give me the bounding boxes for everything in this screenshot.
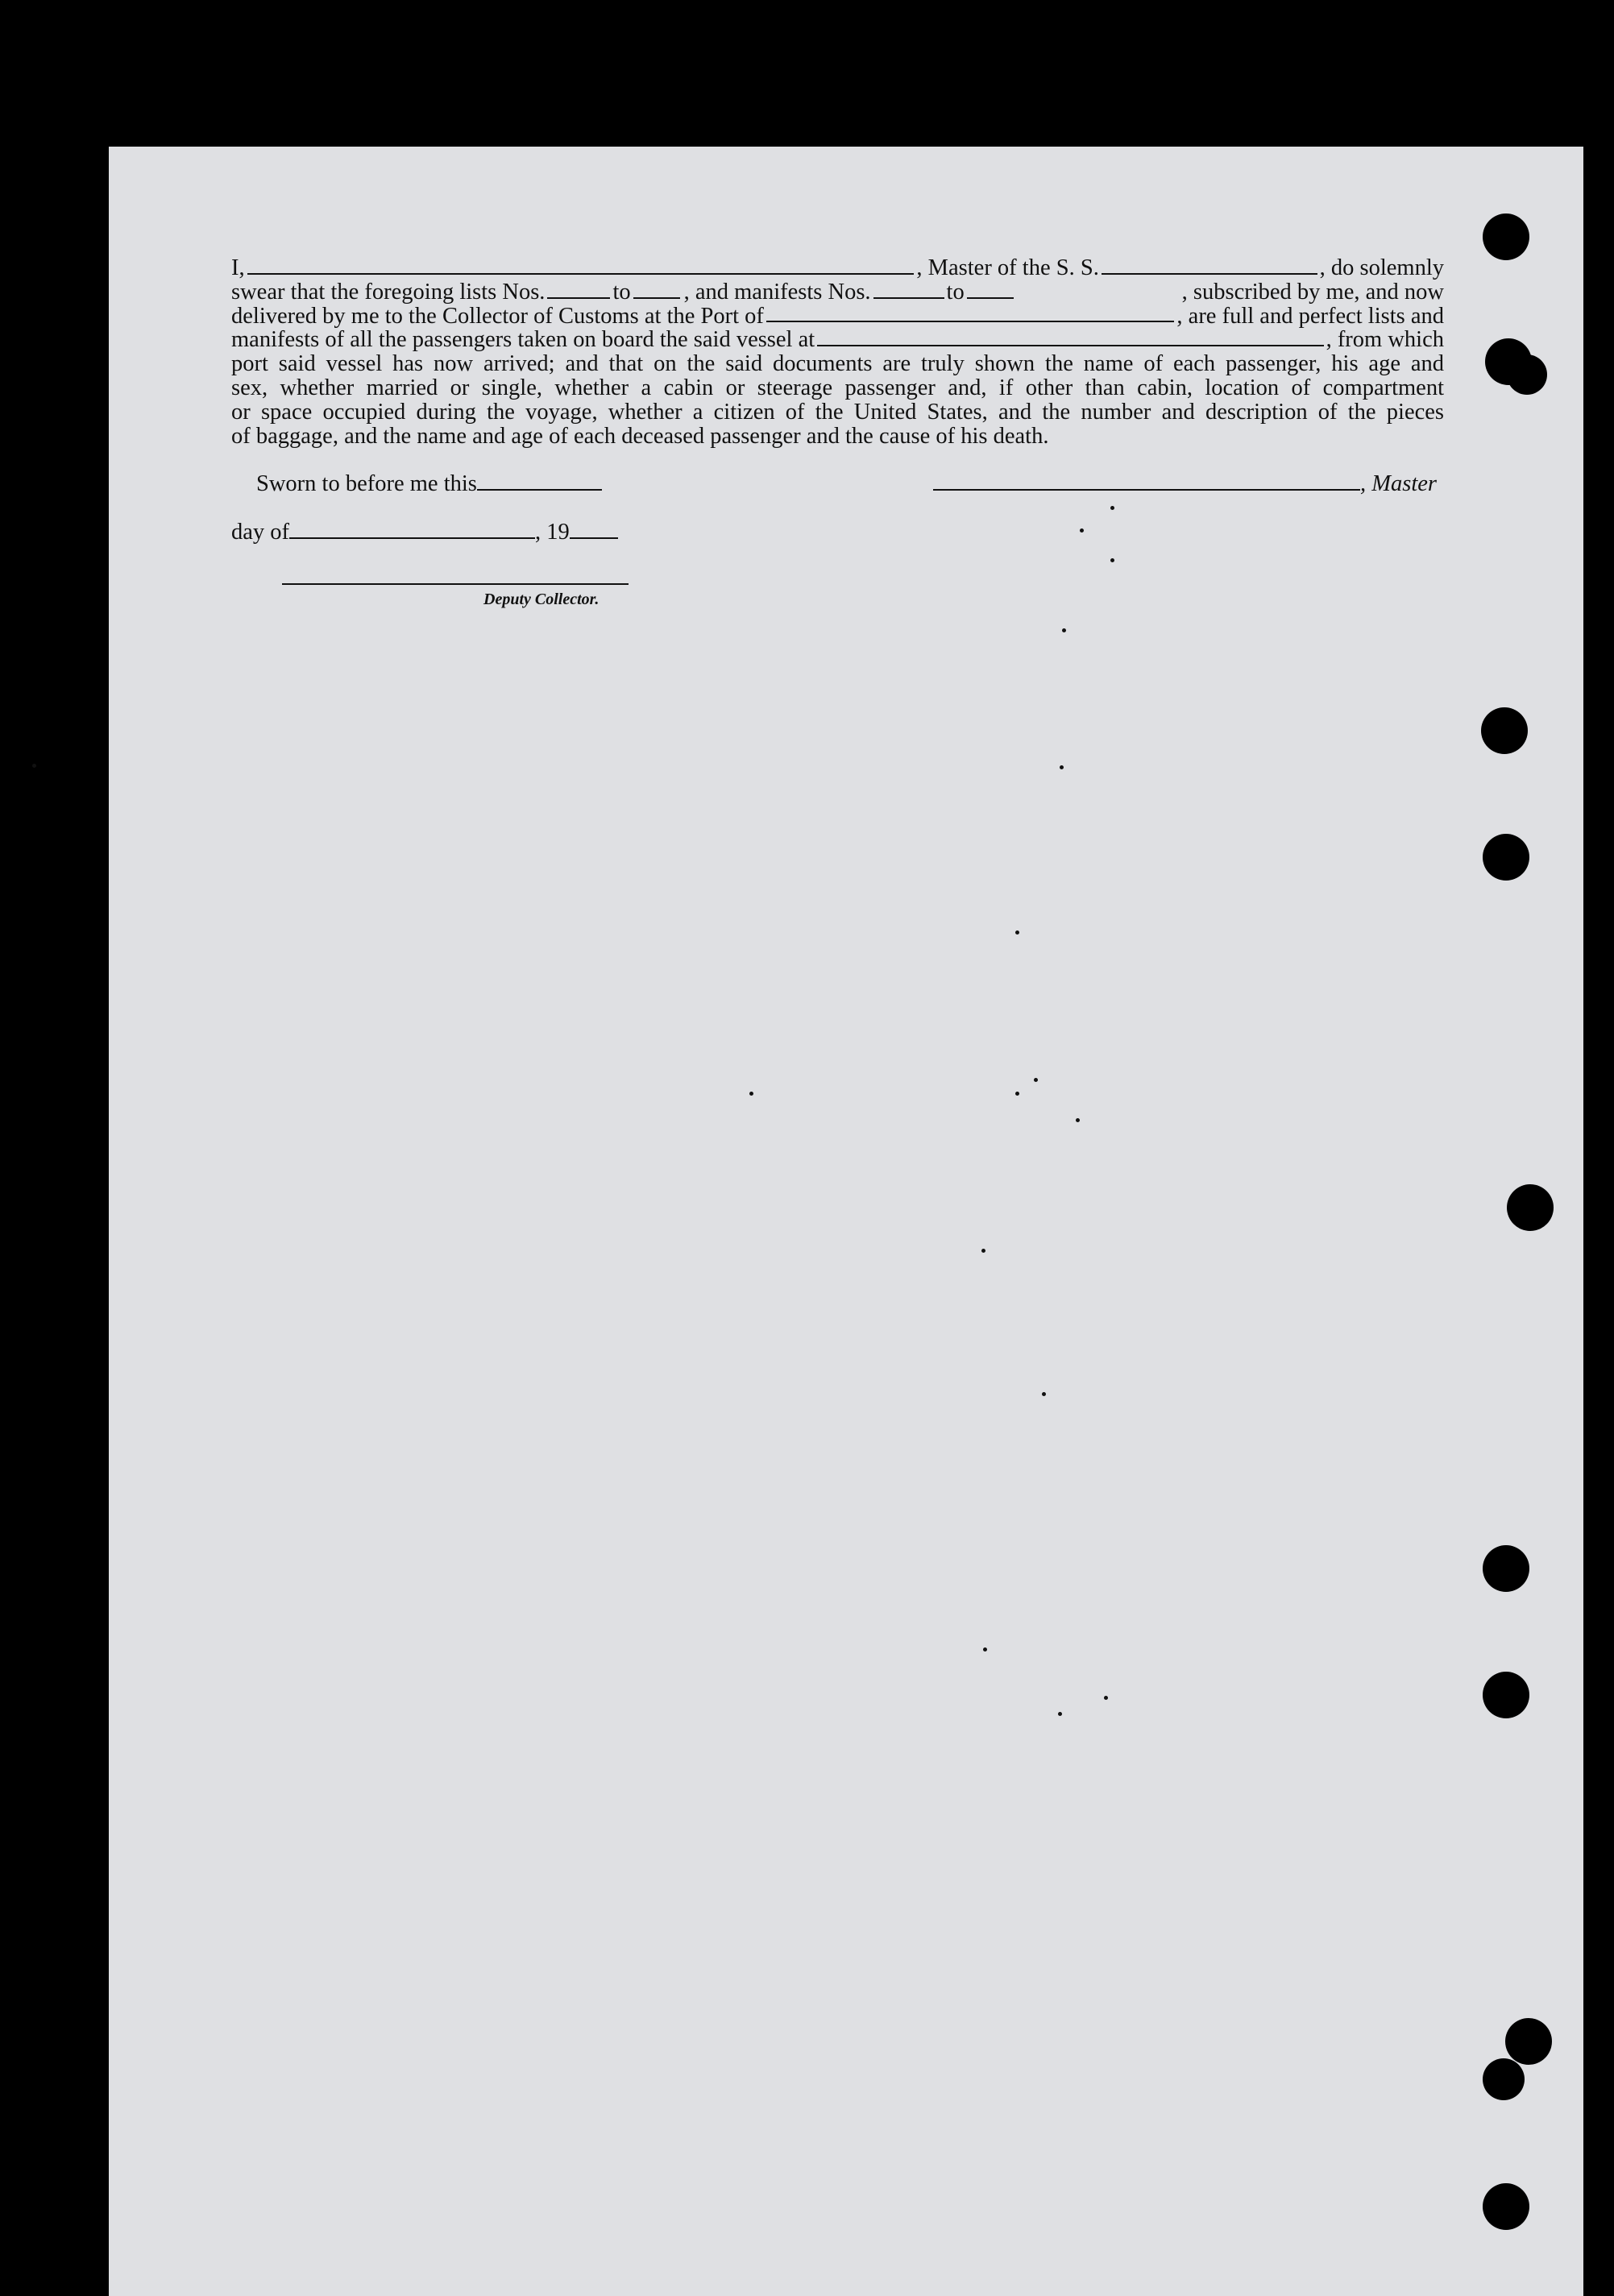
oath-body-line: sex, whether married or single, whether a cabin or steerage passenger and, if other than cabin, location of compartment <box>231 375 1444 400</box>
departure-port-blank[interactable] <box>817 328 1323 346</box>
port-blank[interactable] <box>766 305 1175 323</box>
year-blank[interactable] <box>570 537 618 539</box>
oath-text: , Master of the S. S. <box>916 255 1099 280</box>
oath-body-line: of baggage, and the name and age of each deceased passenger and the cause of his death. <box>231 423 1049 449</box>
day-of-line <box>231 520 618 545</box>
punch-hole <box>1483 213 1529 260</box>
oath-text: , do solemnly <box>1319 255 1444 280</box>
speck <box>1076 1118 1080 1122</box>
oath-paragraph <box>231 256 1444 448</box>
oath-text: swear that the foregoing lists Nos. <box>231 279 546 305</box>
speck <box>1060 765 1064 769</box>
deputy-collector-label: Deputy Collector. <box>483 591 600 608</box>
punch-hole <box>1483 1545 1529 1592</box>
punch-hole <box>1483 1672 1529 1718</box>
punch-hole <box>1507 1184 1554 1231</box>
punch-hole <box>1481 707 1528 754</box>
punch-hole <box>1483 834 1529 881</box>
speck <box>1042 1392 1046 1396</box>
speck <box>1110 558 1114 562</box>
speck <box>1110 506 1114 510</box>
oath-text: I, <box>231 255 245 280</box>
sworn-date-blank[interactable] <box>477 488 602 491</box>
punch-hole <box>1483 2183 1529 2230</box>
speck <box>1015 930 1019 935</box>
lists-to-blank[interactable] <box>633 280 680 299</box>
oath-line-3 <box>231 305 1444 329</box>
oath-text: , are full and perfect lists and <box>1176 303 1444 329</box>
oath-text: , from which <box>1326 327 1444 353</box>
speck <box>749 1092 753 1096</box>
oath-text: , and manifests Nos. <box>683 279 871 305</box>
oath-text: , subscribed by me, and now <box>1181 279 1444 305</box>
master-signature-line <box>933 471 1437 497</box>
punch-hole <box>1507 354 1547 395</box>
master-label: , Master <box>1360 471 1437 496</box>
sworn-label: Sworn to before me this <box>256 471 477 496</box>
speck <box>1104 1696 1108 1700</box>
day-of-label: day of <box>231 520 290 545</box>
speck <box>1062 628 1066 632</box>
punch-hole <box>1483 2058 1525 2100</box>
manifests-to-blank[interactable] <box>967 280 1014 299</box>
oath-line-4 <box>231 328 1444 352</box>
oath-body-line: port said vessel has now arrived; and that on the said documents are truly shown the name of each passenger, his age and <box>231 351 1444 377</box>
oath-text: to <box>612 279 631 305</box>
oath-text: to <box>946 279 965 305</box>
year-prefix: , 19 <box>535 520 570 545</box>
punch-hole <box>1505 2018 1552 2065</box>
oath-body-line: or space occupied during the voyage, whether a citizen of the United States, and the number and description of the pieces <box>231 399 1444 425</box>
speck <box>32 764 36 768</box>
lists-from-blank[interactable] <box>547 280 610 299</box>
oath-line-1 <box>231 256 1444 280</box>
oath-line-2 <box>231 280 1444 305</box>
oath-text: manifests of all the passengers taken on board the said vessel at <box>231 327 815 353</box>
master-signature-blank[interactable] <box>933 488 1360 491</box>
speck <box>983 1647 987 1652</box>
sworn-line <box>256 471 602 497</box>
speck <box>1034 1078 1038 1082</box>
ship-name-blank[interactable] <box>1102 256 1317 275</box>
day-of-blank[interactable] <box>289 537 535 539</box>
master-name-blank[interactable] <box>247 256 915 275</box>
oath-text: delivered by me to the Collector of Customs at the Port of <box>231 303 764 329</box>
speck <box>1015 1092 1019 1096</box>
deputy-signature-blank[interactable] <box>282 583 629 585</box>
speck <box>1080 528 1084 533</box>
speck <box>981 1249 985 1253</box>
manifests-from-blank[interactable] <box>873 280 944 299</box>
speck <box>1058 1712 1062 1716</box>
document-page <box>109 147 1583 2296</box>
